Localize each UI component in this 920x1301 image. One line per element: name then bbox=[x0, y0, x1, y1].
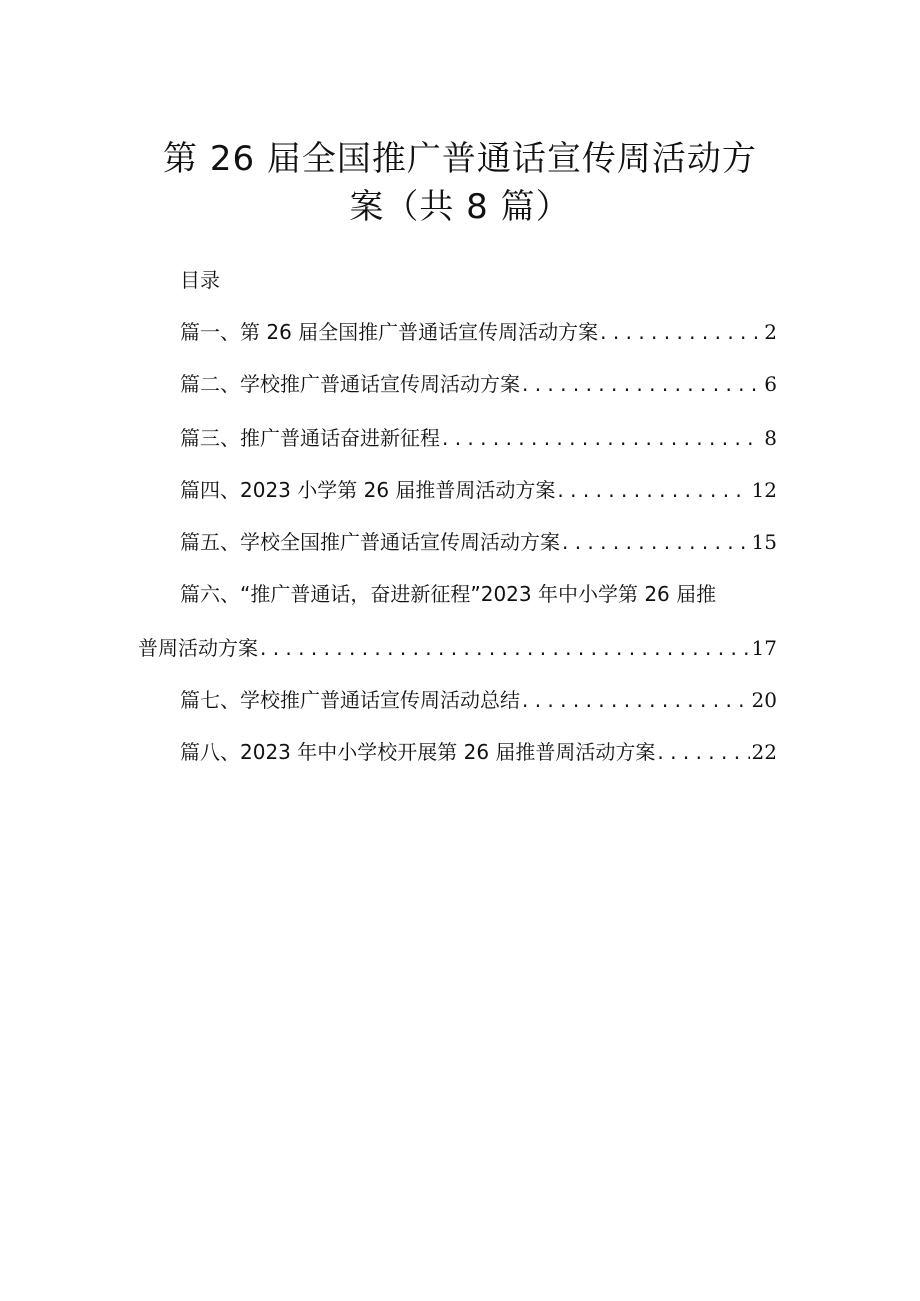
toc-page-number: 12 bbox=[751, 478, 777, 502]
document-title-line-2: 案（共 8 篇） bbox=[349, 187, 571, 227]
toc-entry-3[interactable] bbox=[180, 428, 777, 448]
toc-entry-text: 普周活动方案 bbox=[138, 636, 258, 660]
toc-page-number: 2 bbox=[764, 320, 777, 344]
toc-entry-2[interactable] bbox=[180, 374, 777, 394]
toc-dot-leader bbox=[522, 374, 762, 394]
toc-dot-leader bbox=[260, 638, 750, 658]
toc-entry-7[interactable] bbox=[180, 690, 777, 710]
toc-dot-leader bbox=[562, 532, 750, 552]
toc-dot-leader bbox=[522, 690, 750, 710]
toc-entry-text: 篇一、第 26 届全国推广普通话宣传周活动方案 bbox=[180, 320, 599, 344]
toc-entry-6[interactable] bbox=[138, 638, 777, 658]
toc-page-number: 6 bbox=[764, 372, 777, 396]
toc-dot-leader bbox=[557, 480, 749, 500]
toc-dot-leader bbox=[600, 322, 762, 342]
toc-entry-text: 篇四、2023 小学第 26 届推普周活动方案 bbox=[180, 478, 556, 502]
toc-entry-text: 篇二、学校推广普通话宣传周活动方案 bbox=[180, 372, 520, 396]
toc-page-number: 15 bbox=[751, 530, 777, 554]
toc-entry-text: 篇五、学校全国推广普通话宣传周活动方案 bbox=[180, 530, 560, 554]
toc-dot-leader bbox=[442, 428, 762, 448]
toc-entry-4[interactable] bbox=[180, 480, 777, 500]
toc-entry-text: 篇七、学校推广普通话宣传周活动总结 bbox=[180, 688, 520, 712]
toc-page-number: 22 bbox=[751, 740, 777, 764]
toc-page-number: 8 bbox=[764, 426, 777, 450]
toc-entry-text: 篇八、2023 年中小学校开展第 26 届推普周活动方案 bbox=[180, 740, 656, 764]
toc-entry-5[interactable] bbox=[180, 532, 777, 552]
toc-page-number: 17 bbox=[751, 636, 777, 660]
document-title-line-1: 第 26 届全国推广普通话宣传周活动方 bbox=[163, 139, 757, 179]
toc-entry-1[interactable] bbox=[180, 322, 777, 342]
toc-entry-8[interactable] bbox=[180, 742, 777, 762]
toc-heading: 目录 bbox=[180, 268, 220, 292]
toc-dot-leader bbox=[657, 742, 749, 762]
toc-page-number: 20 bbox=[751, 688, 777, 712]
toc-entry-6-line-1[interactable]: 篇六、“推广普通话，奋进新征程”2023 年中小学第 26 届推 bbox=[180, 582, 717, 606]
toc-entry-text: 篇三、推广普通话奋进新征程 bbox=[180, 426, 440, 450]
